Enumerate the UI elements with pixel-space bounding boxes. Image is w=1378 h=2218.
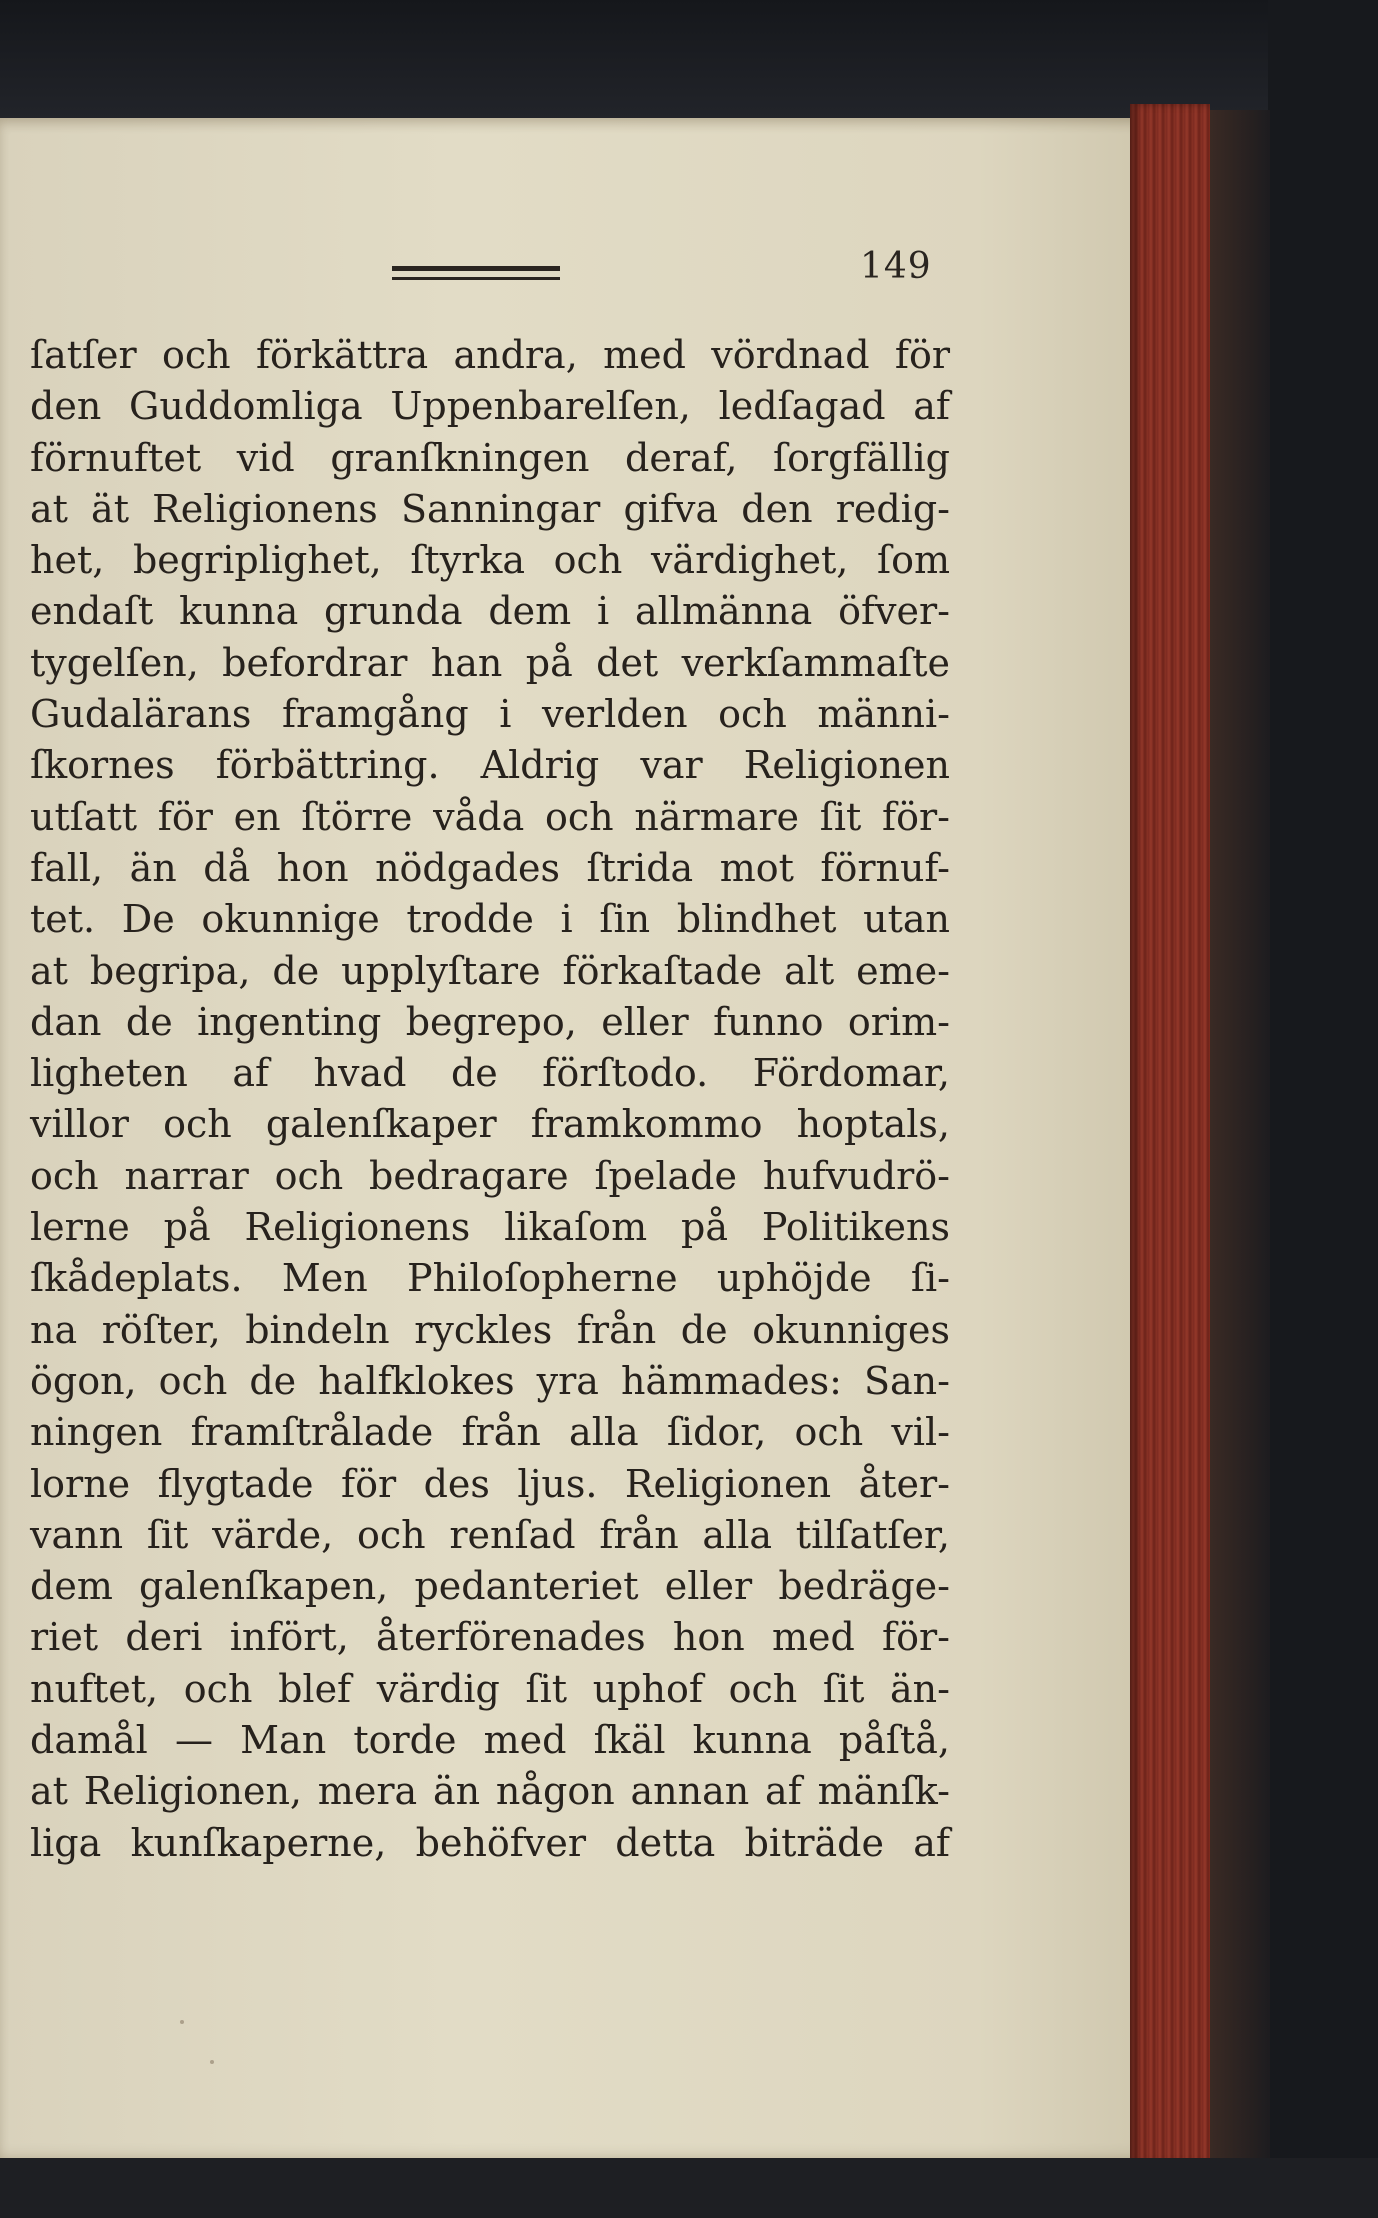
background-right bbox=[1268, 0, 1378, 2218]
text-line: nuftet, och blef värdig ſit uphof och ſit än- bbox=[30, 1666, 950, 1711]
text-line: den Guddomliga Uppenbarelſen, ledſagad af bbox=[30, 384, 950, 429]
text-line: het, begriplighet, ſtyrka och värdighet, ſom bbox=[30, 538, 950, 583]
text-line: ligheten af hvad de förſtodo. Fördomar, bbox=[30, 1051, 950, 1096]
text-line: vann ſit värde, och renſad från alla tilſatſer, bbox=[30, 1512, 950, 1557]
text-line: Gudalärans framgång i verlden och männi- bbox=[30, 692, 950, 737]
text-line: liga kunſkaperne, behöfver detta biträde af bbox=[30, 1820, 950, 1865]
background-bottom bbox=[0, 2158, 1378, 2218]
text-line: endaſt kunna grunda dem i allmänna öfver- bbox=[30, 589, 950, 634]
text-line: dem galenſkapen, pedanteriet eller bedrägе- bbox=[30, 1564, 950, 1609]
text-line: utſatt för en ſtörre våda och närmare ſit för- bbox=[30, 794, 950, 839]
text-line: ſatſer och förkättra andra, med vördnad för bbox=[30, 333, 950, 377]
text-line: damål — Man torde med ſkäl kunna påſtå, bbox=[30, 1718, 950, 1763]
text-line: riet deri infört, återförenades hon med för- bbox=[30, 1615, 950, 1660]
page-number: 149 bbox=[860, 246, 932, 287]
text-line: ſkådeplats. Men Philoſopherne uphöjde ſi- bbox=[30, 1256, 950, 1301]
book-edge-shadow bbox=[1210, 110, 1270, 2170]
text-line: at Religionen, mera än någon annan af mänſk- bbox=[30, 1769, 950, 1814]
text-line: tet. De okunnige trodde i ſin blindhet utan bbox=[30, 897, 950, 942]
text-line: at begripa, de upplyſtare förkaſtade alt eme- bbox=[30, 948, 950, 993]
text-line: lerne på Religionens likaſom på Politikens bbox=[30, 1205, 950, 1250]
text-line: och narrar och bedragare ſpelade hufvudrö- bbox=[30, 1153, 950, 1198]
body-text bbox=[30, 330, 950, 1869]
text-line: lorne flygtade för des ljus. Religionen åter- bbox=[30, 1461, 950, 1506]
text-line: fall, än då hon nödgades ſtrida mot förnuf- bbox=[30, 845, 950, 890]
text-line: förnuftet vid granſkningen deraf, ſorgfällig bbox=[30, 435, 950, 480]
paper-speck bbox=[180, 2020, 184, 2024]
text-line: ningen framſtrålade från alla ſidor, och vil- bbox=[30, 1410, 950, 1455]
text-line: ſkornes förbättring. Aldrig var Religionen bbox=[30, 743, 950, 788]
header-rule bbox=[392, 266, 560, 280]
paper-speck bbox=[210, 2060, 214, 2064]
text-line: dan de ingenting begrepo, eller funno orim- bbox=[30, 999, 950, 1044]
page-edges-red bbox=[1130, 104, 1210, 2164]
text-line: ögon, och de halfklokes yra hämmades: San- bbox=[30, 1358, 950, 1403]
text-line: tygelſen, befordrar han på det verkſammaſte bbox=[30, 640, 950, 685]
text-line: na röſter, bindeln ryckles från de okunniges bbox=[30, 1307, 950, 1352]
text-line: at ät Religionens Sanningar gifva den redig- bbox=[30, 486, 950, 531]
text-line: villor och galenſkaper framkommo hoptals, bbox=[30, 1102, 950, 1147]
